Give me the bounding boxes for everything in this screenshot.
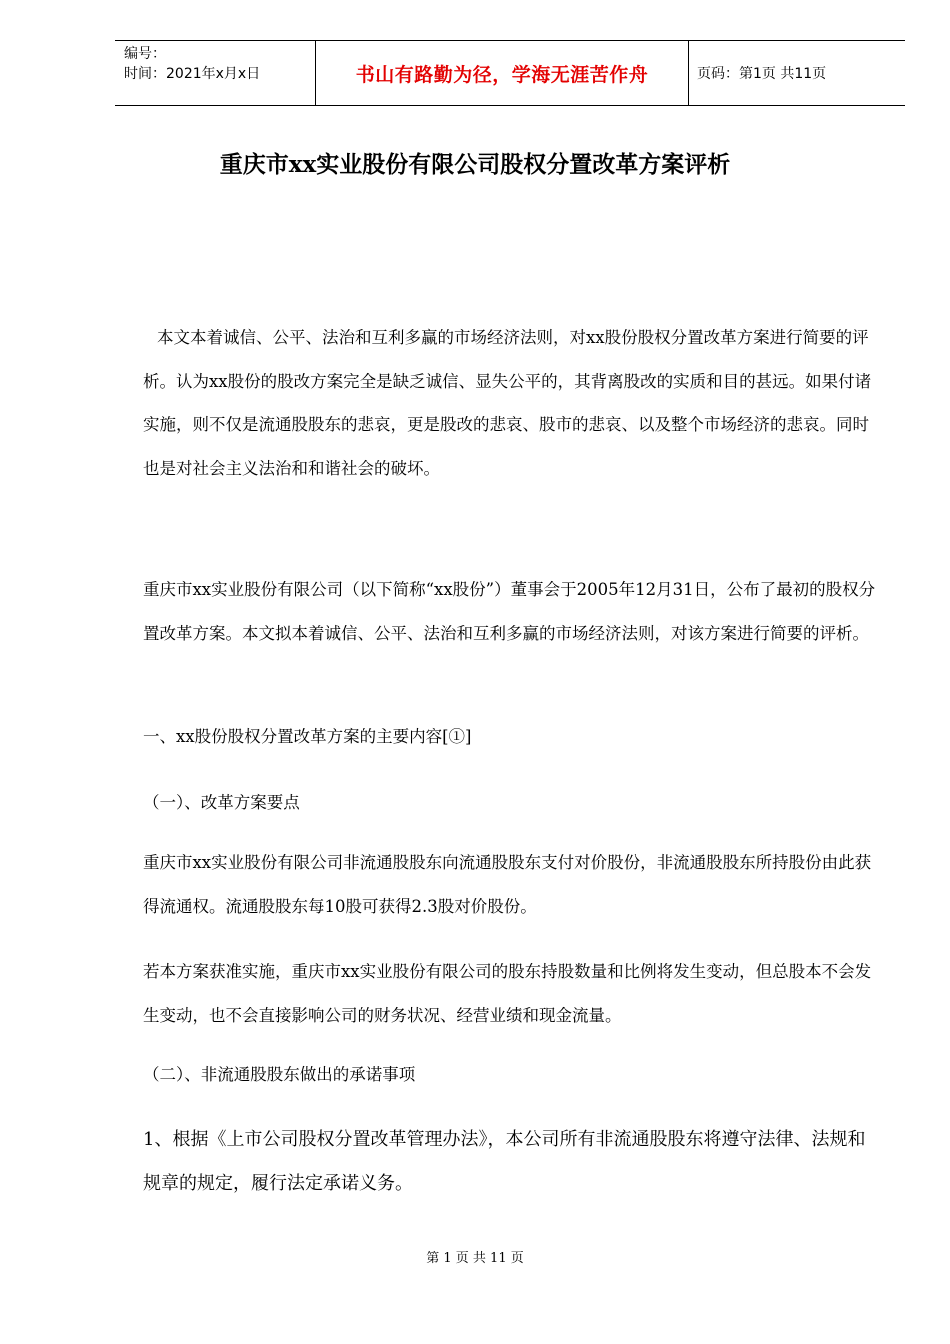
document-title: 重庆市xx实业股份有限公司股权分置改革方案评析 [219, 151, 731, 178]
page-info: 页码：第1页 共11页 [697, 66, 827, 82]
body-paragraph: 若本方案获准实施，重庆市xx实业股份有限公司的股东持股数量和比例将发生变动，但总股本不会发生变动，也不会直接影响公司的财务状况、经营业绩和现金流量。 [143, 962, 872, 1025]
subsection-heading: （二）、非流通股股东做出的承诺事项 [143, 1065, 416, 1084]
body-paragraph: 1、根据《上市公司股权分置改革管理办法》，本公司所有非流通股股东将遵守法律、法规和规章的规定，履行法定承诺义务。 [143, 1129, 866, 1194]
time-label: 时间：2021年x月x日 [124, 66, 261, 82]
section-heading: 一、xx股份股权分置改革方案的主要内容[①] [143, 727, 472, 746]
subsection-heading: （一）、改革方案要点 [143, 793, 300, 812]
header-page-info [689, 41, 905, 105]
header-meta [115, 41, 316, 105]
page-header [115, 40, 905, 106]
body-paragraph: 重庆市xx实业股份有限公司非流通股股东向流通股股东支付对价股份，非流通股股东所持股份由此获得流通权。流通股股东每10股可获得2.3股对价股份。 [143, 853, 872, 916]
body-paragraph: 重庆市xx实业股份有限公司（以下简称“xx股份”）董事会于2005年12月31日，公布了最初的股权分置改革方案。本文拟本着诚信、公平、法治和互利多赢的市场经济法则，对该方案进行简要的评析。 [143, 580, 876, 643]
page-footer: 第 1 页 共 11 页 [426, 1251, 524, 1266]
motto: 书山有路勤为径，学海无涯苦作舟 [355, 63, 649, 86]
abstract-paragraph: 本文本着诚信、公平、法治和互利多赢的市场经济法则，对xx股份股权分置改革方案进行简要的评析。认为xx股份的股改方案完全是缺乏诚信、显失公平的，其背离股改的实质和目的甚远。如果付诸实施，则不仅是流通股股东的悲哀，更是股改的悲哀、股市的悲哀、以及整个市场经济的悲哀。同时也是对社会主义法治和和谐社会的破坏。 [143, 328, 872, 478]
header-motto-cell [316, 41, 689, 105]
number-label: 编号： [124, 46, 166, 62]
